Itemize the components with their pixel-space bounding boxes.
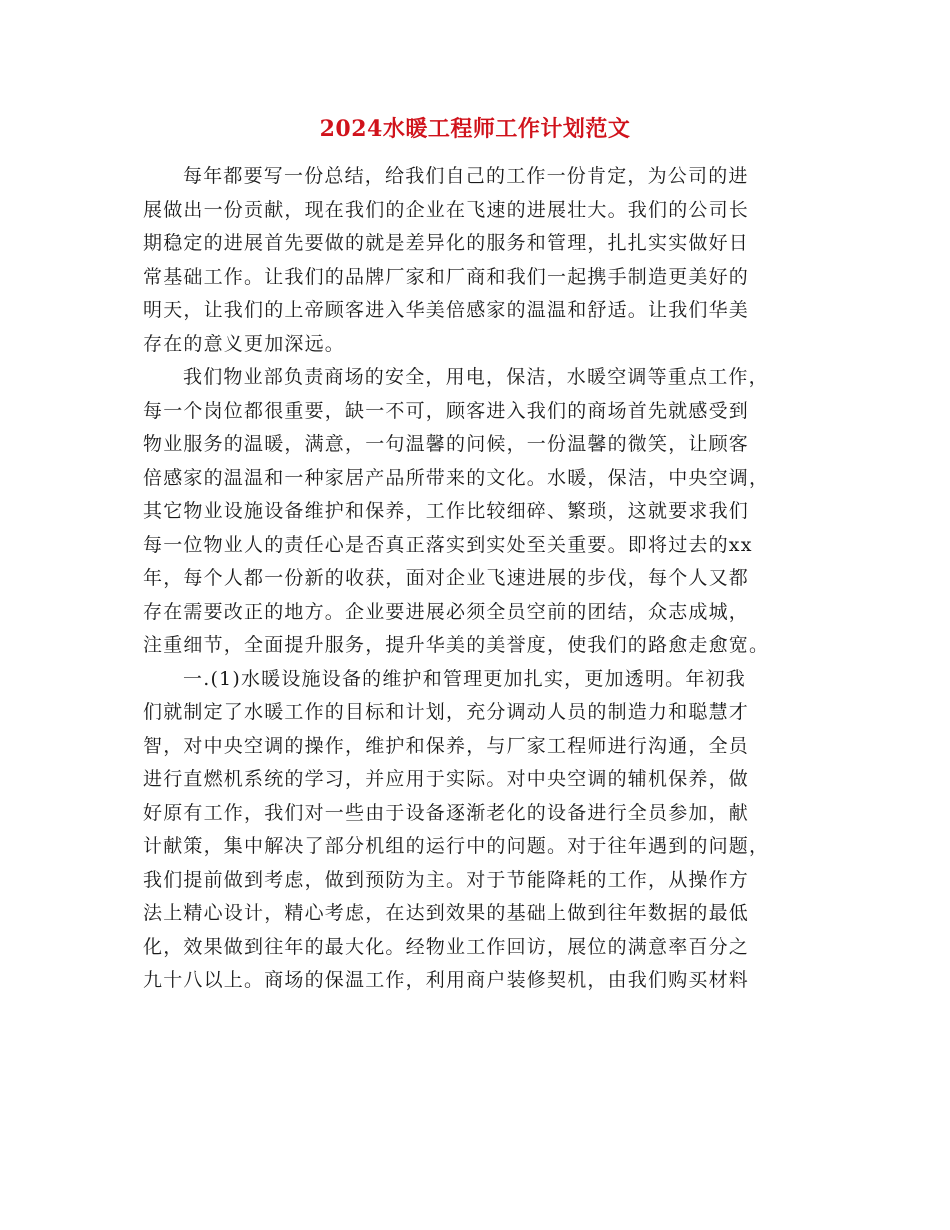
text-line: 我们提前做到考虑，做到预防为主。对于节能降耗的工作，从操作方: [143, 868, 750, 891]
text-line: 常基础工作。让我们的品牌厂家和厂商和我们一起携手制造更美好的: [143, 265, 750, 288]
text-line: 期稳定的进展首先要做的就是差异化的服务和管理，扎扎实实做好日: [143, 232, 750, 254]
text-line: 们就制定了水暖工作的目标和计划，充分调动人员的制造力和聪慧才: [143, 701, 750, 723]
text-line: 每一位物业人的责任心是否真正落实到实处至关重要。即将过去的xx: [143, 533, 753, 556]
text-line: 每一个岗位都很重要，缺一不可，顾客进入我们的商场首先就感受到: [143, 399, 750, 422]
text-line: 一.(1)水暖设施设备的维护和管理更加扎实，更加透明。年初我: [183, 667, 746, 690]
text-line: 倍感家的温温和一种家居产品所带来的文化。水暖，保洁，中央空调，: [143, 466, 770, 489]
text-line: 物业服务的温暖，满意，一句温馨的问候，一份温馨的微笑，让顾客: [143, 433, 750, 455]
text-line: 我们物业部负责商场的安全，用电，保洁，水暖空调等重点工作，: [183, 366, 769, 388]
text-line: 其它物业设施设备维护和保养，工作比较细碎、繁琐，这就要求我们: [143, 500, 750, 522]
text-line: 智，对中央空调的操作，维护和保养，与厂家工程师进行沟通，全员: [143, 734, 750, 757]
text-line: 展做出一份贡献，现在我们的企业在飞速的进展壮大。我们的公司长: [143, 198, 750, 221]
text-line: 化，效果做到往年的最大化。经物业工作回访，展位的满意率百分之: [143, 935, 750, 958]
text-line: 注重细节，全面提升服务，提升华美的美誉度，使我们的路愈走愈宽。: [143, 634, 770, 656]
text-line: 明天，让我们的上帝顾客进入华美倍感家的温温和舒适。让我们华美: [143, 299, 750, 321]
text-line: 好原有工作，我们对一些由于设备逐渐老化的设备进行全员参加，献: [143, 801, 750, 824]
text-line: 每年都要写一份总结，给我们自己的工作一份肯定，为公司的进: [183, 165, 749, 187]
text-line: 进行直燃机系统的学习，并应用于实际。对中央空调的辅机保养，做: [143, 768, 750, 790]
text-line: 九十八以上。商场的保温工作，利用商户装修契机，由我们购买材料: [143, 969, 750, 991]
text-line: 法上精心设计，精心考虑，在达到效果的基础上做到往年数据的最低: [143, 902, 750, 924]
text-line: 存在的意义更加深远。: [143, 332, 346, 355]
document-body: [143, 160, 803, 998]
text-line: 计献策，集中解决了部分机组的运行中的问题。对于往年遇到的问题，: [143, 835, 770, 857]
text-line: 存在需要改正的地方。企业要进展必须全员空前的团结，众志成城，: [143, 600, 750, 623]
text-line: 年，每个人都一份新的收获，面对企业飞速进展的步伐，每个人又都: [143, 567, 750, 589]
document-title: 2024水暖工程师工作计划范文: [319, 116, 631, 142]
